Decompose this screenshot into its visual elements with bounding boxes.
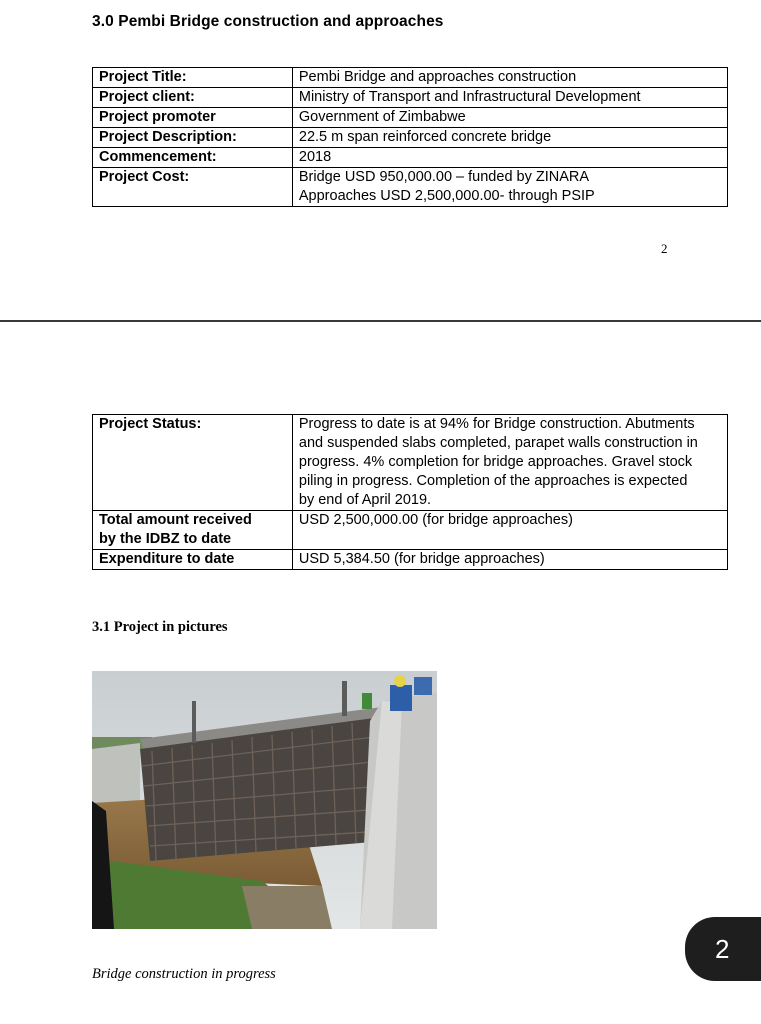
row-label: Project promoter: [93, 108, 293, 128]
photo-caption: Bridge construction in progress: [92, 966, 276, 982]
value-line: Bridge USD 950,000.00 – funded by ZINARA: [298, 169, 590, 185]
label-line: Total amount received: [99, 512, 252, 528]
document-page-1: [0, 0, 761, 321]
row-value: Government of Zimbabwe: [292, 108, 727, 128]
row-value: Ministry of Transport and Infrastructural Development: [292, 88, 727, 108]
project-info-table: [92, 67, 728, 207]
row-label: Project client:: [93, 88, 293, 108]
value-line: piling in progress. Completion of the approaches is expected: [298, 473, 688, 489]
row-value: 22.5 m span reinforced concrete bridge: [292, 128, 727, 148]
table-row: [93, 128, 728, 148]
row-value: [292, 415, 727, 511]
row-value: [292, 168, 727, 207]
value-line: Approaches USD 2,500,000.00- through PSIP: [298, 188, 595, 204]
row-label: Project Status:: [93, 415, 293, 511]
bridge-construction-photo: [92, 671, 437, 929]
page-number: 2: [661, 241, 668, 256]
table-row: [93, 415, 728, 511]
value-line: and suspended slabs completed, parapet walls construction in: [298, 435, 698, 451]
table-row: [93, 550, 728, 570]
row-value: USD 5,384.50 (for bridge approaches): [292, 550, 727, 570]
table-row: [93, 108, 728, 128]
row-value: 2018: [292, 148, 727, 168]
row-label: Commencement:: [93, 148, 293, 168]
row-label: Project Description:: [93, 128, 293, 148]
row-value: Pembi Bridge and approaches construction: [292, 68, 727, 88]
row-label: Project Title:: [93, 68, 293, 88]
row-label: Project Cost:: [93, 168, 293, 207]
row-label: Expenditure to date: [93, 550, 293, 570]
value-line: Progress to date is at 94% for Bridge construction. Abutments: [298, 416, 695, 432]
section-heading: 3.0 Pembi Bridge construction and approaches: [92, 13, 444, 30]
label-line: by the IDBZ to date: [99, 531, 232, 547]
table-row: [93, 68, 728, 88]
table-row: [93, 168, 728, 207]
page-indicator-badge: 2: [685, 917, 761, 981]
table-row: [93, 511, 728, 550]
row-label: [93, 511, 293, 550]
project-status-table: [92, 414, 728, 570]
row-value: USD 2,500,000.00 (for bridge approaches): [292, 511, 727, 550]
table-row: [93, 88, 728, 108]
value-line: by end of April 2019.: [298, 492, 432, 508]
value-line: progress. 4% completion for bridge approaches. Gravel stock: [298, 454, 693, 470]
table-row: [93, 148, 728, 168]
page-divider: [0, 320, 761, 322]
section-subheading: 3.1 Project in pictures: [92, 619, 228, 635]
